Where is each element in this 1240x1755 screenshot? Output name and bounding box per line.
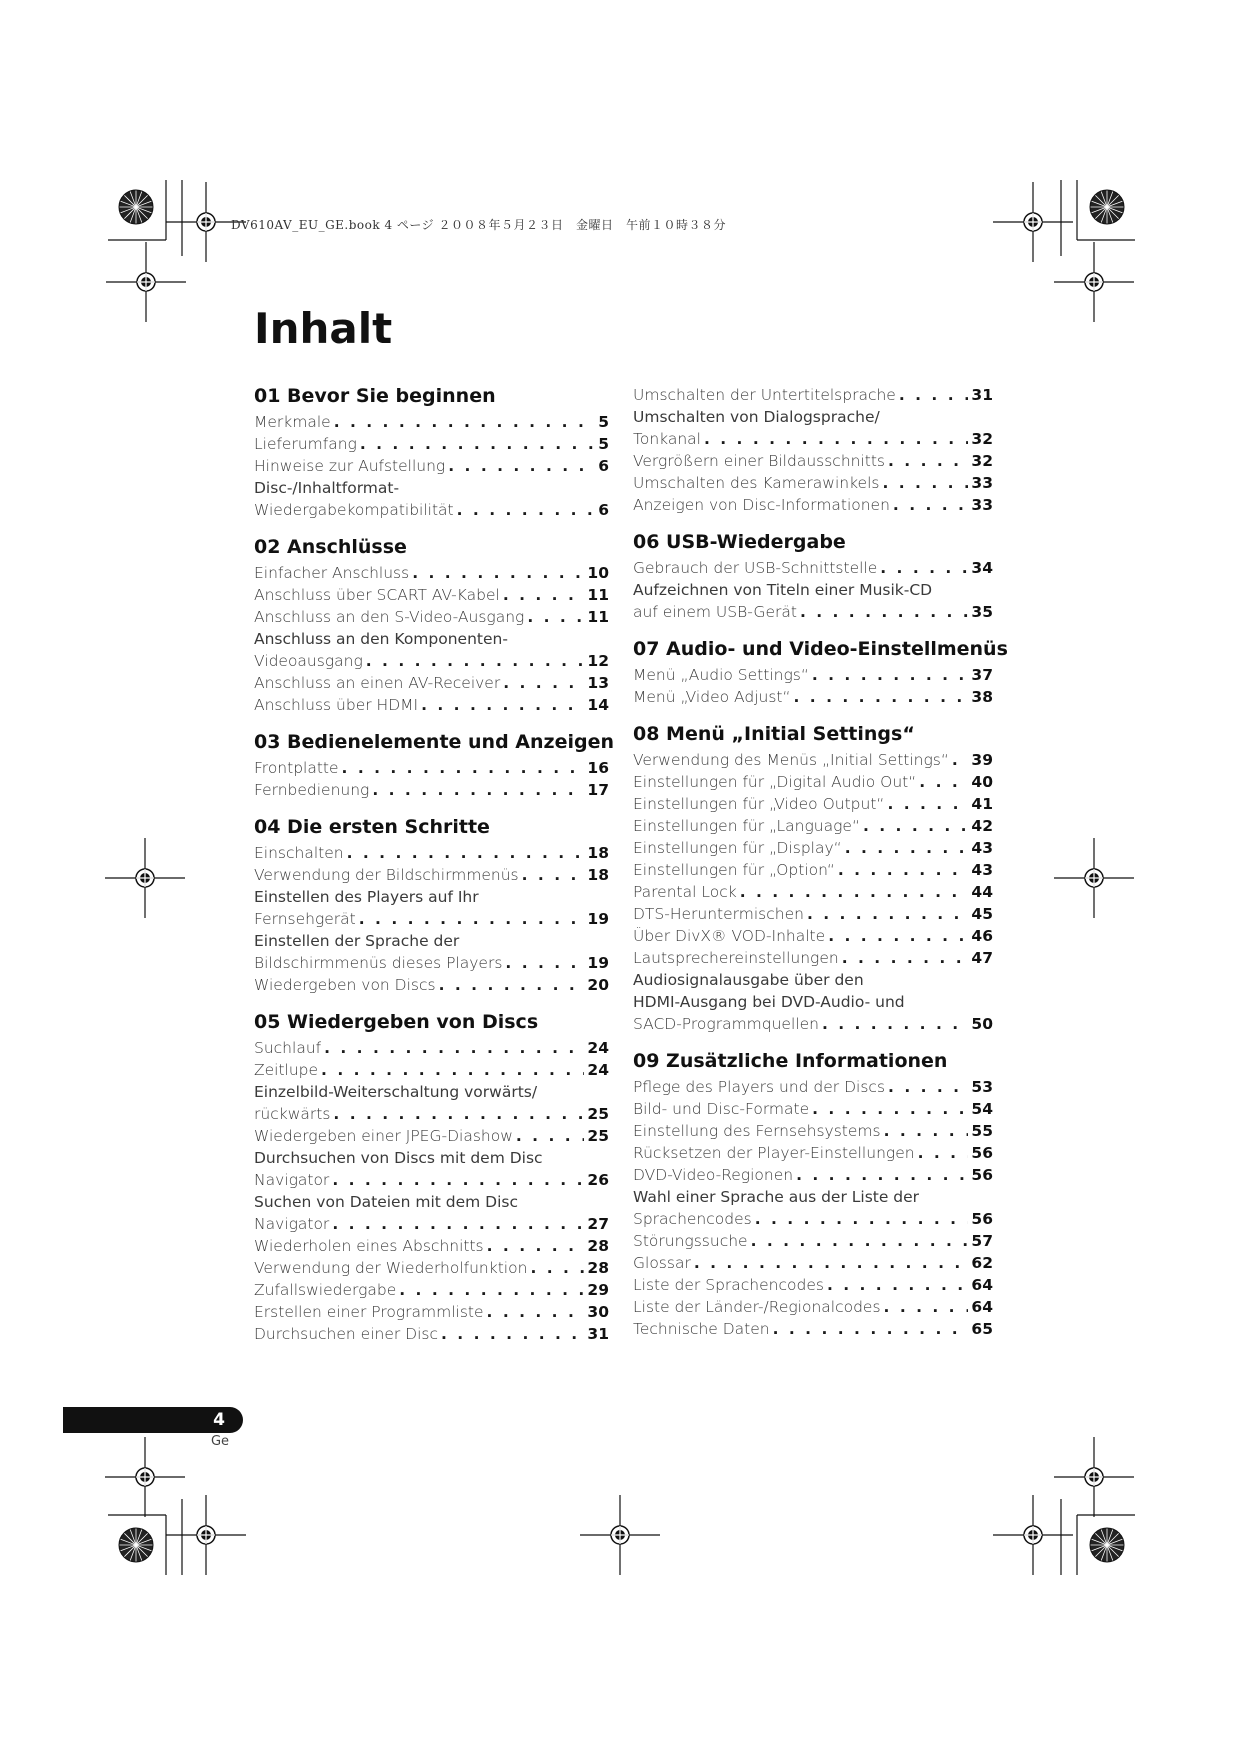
dot-leader: [359, 908, 585, 930]
toc-entry-label: Vergrößern einer Bildausschnitts: [633, 452, 886, 470]
toc-entry-page: 38: [971, 688, 993, 706]
toc-entry-label: auf einem USB-Gerät: [633, 603, 797, 621]
toc-entry-label: Einstellung des Fernsehsystems: [633, 1122, 881, 1140]
toc-entry[interactable]: [633, 1230, 993, 1252]
toc-entry-page: 20: [587, 976, 609, 994]
crosshair-mark-icon: [580, 1495, 660, 1575]
toc-entry-page: 13: [587, 674, 609, 692]
toc-entry[interactable]: [633, 793, 993, 815]
dot-leader: [880, 557, 968, 579]
toc-entry[interactable]: [254, 1279, 609, 1301]
toc-entry-label: Wiedergeben von Discs: [254, 976, 436, 994]
dot-leader: [822, 1013, 968, 1035]
toc-entry-page: 25: [587, 1105, 609, 1123]
toc-entry-label: Gebrauch der USB-Schnittstelle: [633, 559, 878, 577]
toc-entry-page: 40: [971, 773, 993, 791]
crosshair-mark-icon: [1054, 242, 1134, 322]
dot-leader: [448, 455, 595, 477]
crosshair-mark-icon: [1054, 1437, 1134, 1517]
starburst-mark-icon: [119, 1528, 153, 1562]
dot-leader: [439, 974, 585, 996]
toc-entry-page: 19: [587, 910, 609, 928]
dot-leader: [505, 952, 584, 974]
crosshair-mark-icon: [1054, 838, 1134, 918]
toc-entry-page: 31: [587, 1325, 609, 1343]
toc-section: [254, 1010, 609, 1345]
toc-entry[interactable]: [633, 1164, 993, 1186]
dot-leader: [516, 1125, 585, 1147]
dot-leader: [704, 428, 968, 450]
toc-entry-label: Zufallswiedergabe: [254, 1281, 397, 1299]
toc-entry-page: 28: [587, 1259, 609, 1277]
dot-leader: [503, 584, 585, 606]
dot-leader: [372, 779, 584, 801]
toc-entry-label: Hinweise zur Aufstellung: [254, 457, 446, 475]
toc-entry-label: Glossar: [633, 1254, 691, 1272]
toc-entry-page: 62: [971, 1254, 993, 1272]
toc-entry-label: Umschalten der Untertitelsprache: [633, 386, 896, 404]
toc-entry-page: 26: [587, 1171, 609, 1189]
dot-leader: [324, 1037, 584, 1059]
toc-entry-label: Parental Lock: [633, 883, 737, 901]
toc-entry-page: 56: [971, 1166, 993, 1184]
toc-entry-page: 19: [587, 954, 609, 972]
toc-entry[interactable]: [254, 1213, 609, 1235]
section-title: 06 USB-Wiedergabe: [633, 531, 846, 553]
toc-entry[interactable]: [633, 1120, 993, 1142]
section-title: 08 Menü „Initial Settings“: [633, 723, 915, 745]
dot-leader: [919, 771, 968, 793]
dot-leader: [334, 411, 596, 433]
dot-leader: [918, 1142, 969, 1164]
toc-entry-page: 50: [971, 1015, 993, 1033]
toc-entry-label: Pflege des Players und der Discs: [633, 1078, 886, 1096]
toc-section: [633, 637, 1008, 708]
toc-entry[interactable]: [254, 1169, 609, 1191]
toc-entry[interactable]: [633, 664, 993, 686]
toc-entry-line: Umschalten von Dialogsprache/: [633, 408, 880, 426]
toc-entry[interactable]: [254, 864, 609, 886]
toc-entry-page: 33: [971, 474, 993, 492]
section-title: 04 Die ersten Schritte: [254, 816, 490, 838]
toc-entry[interactable]: [254, 974, 609, 996]
toc-entry-page: 43: [971, 861, 993, 879]
dot-leader: [794, 686, 969, 708]
toc-entry[interactable]: [254, 779, 609, 801]
dot-leader: [893, 494, 969, 516]
dot-leader: [487, 1301, 585, 1323]
toc-entry[interactable]: [254, 1301, 609, 1323]
toc-section: [633, 384, 993, 516]
toc-entry-page: 12: [587, 652, 609, 670]
toc-entry-page: 31: [971, 386, 993, 404]
toc-entry-label: Liste der Länder-/Regionalcodes: [633, 1298, 881, 1316]
toc-entry-page: 46: [971, 927, 993, 945]
toc-section: [254, 535, 609, 716]
toc-entry[interactable]: [254, 1059, 609, 1081]
dot-leader: [421, 694, 584, 716]
section-title: 03 Bedienelemente und Anzeigen: [254, 731, 614, 753]
toc-entry-page: 34: [971, 559, 993, 577]
dot-leader: [332, 1213, 584, 1235]
toc-entry-label: Anschluss über HDMI: [254, 696, 419, 714]
toc-entry-label: DTS-Heruntermischen: [633, 905, 804, 923]
toc-section: [633, 722, 993, 1035]
dot-leader: [527, 606, 584, 628]
dot-leader: [694, 1252, 969, 1274]
toc-entry-line: Einstellen der Sprache der: [254, 932, 460, 950]
dot-leader: [888, 450, 968, 472]
toc-entry[interactable]: [633, 601, 993, 623]
dot-leader: [441, 1323, 584, 1345]
crosshair-mark-icon: [105, 838, 185, 918]
toc-entry-label: Bildschirmmenüs dieses Players: [254, 954, 503, 972]
toc-entry-label: Umschalten des Kamerawinkels: [633, 474, 880, 492]
toc-entry[interactable]: [254, 562, 609, 584]
toc-entry[interactable]: [633, 1142, 993, 1164]
toc-entry[interactable]: [633, 749, 993, 771]
toc-entry-page: 32: [971, 452, 993, 470]
toc-entry[interactable]: [254, 842, 609, 864]
toc-entry-label: Suchlauf: [254, 1039, 322, 1057]
toc-entry-label: Bild- und Disc-Formate: [633, 1100, 810, 1118]
starburst-mark-icon: [1090, 1528, 1124, 1562]
dot-leader: [827, 1274, 968, 1296]
toc-entry[interactable]: [633, 947, 993, 969]
toc-entry[interactable]: [633, 815, 993, 837]
toc-entry-page: 5: [598, 435, 609, 453]
toc-entry[interactable]: [254, 908, 609, 930]
dot-leader: [842, 947, 969, 969]
toc-entry-page: 64: [971, 1298, 993, 1316]
toc-entry-page: 56: [971, 1144, 993, 1162]
toc-entry-line: Audiosignalausgabe über den: [633, 971, 864, 989]
toc-entry[interactable]: [254, 757, 609, 779]
toc-entry[interactable]: [633, 557, 993, 579]
dot-leader: [755, 1208, 969, 1230]
dot-leader: [342, 757, 585, 779]
toc-entry-label: Frontplatte: [254, 759, 339, 777]
toc-entry-page: 24: [587, 1039, 609, 1057]
toc-entry-label: Einstellungen für „Option“: [633, 861, 835, 879]
crosshair-mark-icon: [166, 1495, 246, 1575]
toc-entry-label: Anschluss an einen AV-Receiver: [254, 674, 501, 692]
toc-column-right: [633, 384, 1008, 1354]
toc-entry-label: Über DivX® VOD-Inhalte: [633, 927, 826, 945]
toc-entry-label: Merkmale: [254, 413, 331, 431]
toc-entry-page: 11: [587, 608, 609, 626]
toc-entry[interactable]: [633, 472, 993, 494]
toc-section: [633, 530, 993, 623]
toc-entry[interactable]: [633, 1013, 993, 1035]
dot-leader: [399, 1279, 584, 1301]
toc-entry-page: 10: [587, 564, 609, 582]
dot-leader: [807, 903, 968, 925]
toc-entry-page: 65: [971, 1320, 993, 1338]
dot-leader: [321, 1059, 584, 1081]
toc-entry[interactable]: [633, 1252, 993, 1274]
dot-leader: [332, 1169, 584, 1191]
toc-entry[interactable]: [254, 1037, 609, 1059]
dot-leader: [333, 1103, 584, 1125]
toc-section: [254, 384, 609, 521]
toc-section: [254, 730, 614, 801]
toc-section: [633, 1049, 993, 1340]
dot-leader: [812, 664, 969, 686]
dot-leader: [845, 837, 969, 859]
toc-column-left: [254, 384, 614, 1359]
dot-leader: [360, 433, 595, 455]
dot-leader: [773, 1318, 969, 1340]
dot-leader: [751, 1230, 969, 1252]
toc-entry-line: Aufzeichnen von Titeln einer Musik-CD: [633, 581, 933, 599]
toc-entry[interactable]: [633, 1296, 993, 1318]
toc-entry[interactable]: [633, 859, 993, 881]
toc-entry[interactable]: [254, 672, 609, 694]
toc-entry-line: Einzelbild-Weiterschaltung vorwärts/: [254, 1083, 538, 1101]
toc-entry[interactable]: [254, 952, 609, 974]
dot-leader: [487, 1235, 585, 1257]
dot-leader: [796, 1164, 968, 1186]
dot-leader: [366, 650, 585, 672]
toc-entry-page: 42: [971, 817, 993, 835]
section-title: 07 Audio- und Video-Einstellmenüs: [633, 638, 1008, 660]
toc-entry-page: 56: [971, 1210, 993, 1228]
page-title: Inhalt: [254, 304, 393, 353]
toc-entry-page: 28: [587, 1237, 609, 1255]
dot-leader: [530, 1257, 584, 1279]
section-title: 02 Anschlüsse: [254, 536, 407, 558]
toc-entry-line: Disc-/Inhaltformat-: [254, 479, 400, 497]
toc-entry[interactable]: [254, 1235, 609, 1257]
toc-entry[interactable]: [633, 925, 993, 947]
dot-leader: [888, 1076, 968, 1098]
toc-entry-label: Navigator: [254, 1215, 330, 1233]
dot-leader: [899, 384, 969, 406]
toc-entry-page: 41: [971, 795, 993, 813]
toc-entry-label: Wiederholen eines Abschnitts: [254, 1237, 484, 1255]
dot-leader: [884, 1296, 969, 1318]
toc-entry-label: Anschluss über SCART AV-Kabel: [254, 586, 500, 604]
toc-entry-page: 33: [971, 496, 993, 514]
toc-entry-page: 57: [971, 1232, 993, 1250]
starburst-mark-icon: [1090, 190, 1124, 224]
toc-entry-page: 16: [587, 759, 609, 777]
crosshair-mark-icon: [106, 242, 186, 322]
toc-entry-line: Wahl einer Sprache aus der Liste der: [633, 1188, 920, 1206]
toc-entry-label: Anzeigen von Disc-Informationen: [633, 496, 890, 514]
dot-leader: [800, 601, 968, 623]
section-title: 09 Zusätzliche Informationen: [633, 1050, 948, 1072]
toc-entry-line: Anschluss an den Komponenten-: [254, 630, 508, 648]
toc-entry[interactable]: [254, 433, 609, 455]
toc-entry[interactable]: [254, 455, 609, 477]
toc-entry-page: 27: [587, 1215, 609, 1233]
toc-entry-line: Suchen von Dateien mit dem Disc: [254, 1193, 518, 1211]
toc-entry-label: Verwendung der Bildschirmmenüs: [254, 866, 519, 884]
toc-entry-page: 44: [971, 883, 993, 901]
toc-entry-page: 6: [598, 457, 609, 475]
toc-entry-page: 32: [971, 430, 993, 448]
dot-leader: [838, 859, 969, 881]
toc-entry-page: 25: [587, 1127, 609, 1145]
toc-entry-page: 18: [587, 866, 609, 884]
dot-leader: [740, 881, 969, 903]
toc-entry[interactable]: [633, 1274, 993, 1296]
dot-leader: [887, 793, 968, 815]
toc-entry-page: 14: [587, 696, 609, 714]
toc-entry-line: HDMI-Ausgang bei DVD-Audio- und: [633, 993, 905, 1011]
toc-entry[interactable]: [633, 428, 993, 450]
toc-entry-label: Menü „Video Adjust“: [633, 688, 791, 706]
toc-entry-page: 45: [971, 905, 993, 923]
toc-entry-label: Navigator: [254, 1171, 330, 1189]
toc-entry[interactable]: [633, 881, 993, 903]
toc-entry-label: SACD-Programmquellen: [633, 1015, 819, 1033]
toc-entry[interactable]: [254, 1125, 609, 1147]
toc-entry[interactable]: [254, 650, 609, 672]
toc-entry[interactable]: [633, 771, 993, 793]
starburst-mark-icon: [119, 190, 153, 224]
toc-entry-page: 53: [971, 1078, 993, 1096]
toc-entry[interactable]: [633, 837, 993, 859]
toc-entry-label: Fernbedienung: [254, 781, 370, 799]
toc-entry-page: 55: [971, 1122, 993, 1140]
toc-entry-label: Zeitlupe: [254, 1061, 319, 1079]
toc-entry-page: 54: [971, 1100, 993, 1118]
toc-entry-label: Menü „Audio Settings“: [633, 666, 809, 684]
dot-leader: [952, 749, 969, 771]
toc-entry-label: Erstellen einer Programmliste: [254, 1303, 484, 1321]
toc-entry-label: Einfacher Anschluss: [254, 564, 410, 582]
toc-entry-label: Videoausgang: [254, 652, 363, 670]
toc-entry-page: 6: [598, 501, 609, 519]
crosshair-mark-icon: [105, 1437, 185, 1517]
toc-entry[interactable]: [633, 1208, 993, 1230]
toc-entry-label: Störungssuche: [633, 1232, 748, 1250]
toc-entry[interactable]: [633, 384, 993, 406]
section-title: 01 Bevor Sie beginnen: [254, 385, 496, 407]
toc-entry-label: Verwendung des Menüs „Initial Settings“: [633, 751, 949, 769]
toc-entry-label: DVD-Video-Regionen: [633, 1166, 794, 1184]
dot-leader: [812, 1098, 968, 1120]
toc-entry[interactable]: [633, 494, 993, 516]
dot-leader: [347, 842, 585, 864]
toc-entry[interactable]: [633, 1076, 993, 1098]
toc-entry[interactable]: [254, 606, 609, 628]
dot-leader: [503, 672, 584, 694]
language-code: Ge: [210, 1434, 230, 1449]
toc-entry-page: 30: [587, 1303, 609, 1321]
toc-entry-label: Einstellungen für „Language“: [633, 817, 860, 835]
toc-entry-label: rückwärts: [254, 1105, 331, 1123]
toc-entry[interactable]: [633, 1098, 993, 1120]
toc-entry-label: Verwendung der Wiederholfunktion: [254, 1259, 528, 1277]
dot-leader: [457, 499, 596, 521]
toc-entry-label: Einstellungen für „Display“: [633, 839, 842, 857]
toc-entry-page: 18: [587, 844, 609, 862]
toc-entry[interactable]: [633, 1318, 993, 1340]
toc-entry-line: Durchsuchen von Discs mit dem Disc: [254, 1149, 543, 1167]
toc-entry-page: 24: [587, 1061, 609, 1079]
toc-entry-line: Einstellen des Players auf Ihr: [254, 888, 479, 906]
toc-entry-label: Einschalten: [254, 844, 344, 862]
toc-entry-label: Durchsuchen einer Disc: [254, 1325, 439, 1343]
section-title: 05 Wiedergeben von Discs: [254, 1011, 539, 1033]
toc-entry[interactable]: [254, 499, 609, 521]
toc-entry-label: Einstellungen für „Video Output“: [633, 795, 885, 813]
toc-entry-page: 64: [971, 1276, 993, 1294]
toc-entry-label: Liste der Sprachencodes: [633, 1276, 824, 1294]
toc-entry[interactable]: [633, 450, 993, 472]
page-number: 4: [213, 1410, 225, 1430]
toc-entry-page: 17: [587, 781, 609, 799]
toc-entry-page: 37: [971, 666, 993, 684]
dot-leader: [522, 864, 585, 886]
toc-entry-label: Wiedergeben einer JPEG-Diashow: [254, 1127, 513, 1145]
dot-leader: [828, 925, 968, 947]
toc-entry[interactable]: [633, 903, 993, 925]
toc-entry-page: 39: [971, 751, 993, 769]
toc-entry[interactable]: [254, 694, 609, 716]
dot-leader: [882, 472, 968, 494]
toc-entry-label: Einstellungen für „Digital Audio Out“: [633, 773, 917, 791]
toc-entry[interactable]: [254, 411, 609, 433]
toc-entry-page: 11: [587, 586, 609, 604]
toc-entry-label: Wiedergabekompatibilität: [254, 501, 454, 519]
toc-entry[interactable]: [254, 1257, 609, 1279]
print-info-line: DV610AV_EU_GE.book 4 ページ ２００８年５月２３日 金曜日 午前１０時３８分: [231, 218, 726, 232]
toc-entry-page: 43: [971, 839, 993, 857]
toc-entry-page: 47: [971, 949, 993, 967]
toc-entry[interactable]: [254, 1103, 609, 1125]
dot-leader: [884, 1120, 969, 1142]
toc-entry[interactable]: [633, 686, 993, 708]
toc-section: [254, 815, 609, 996]
toc-entry-label: Technische Daten: [633, 1320, 770, 1338]
toc-entry[interactable]: [254, 1323, 609, 1345]
toc-entry-label: Sprachencodes: [633, 1210, 752, 1228]
toc-entry-page: 35: [971, 603, 993, 621]
toc-entry-page: 5: [598, 413, 609, 431]
toc-entry-label: Anschluss an den S-Video-Ausgang: [254, 608, 525, 626]
toc-entry-label: Tonkanal: [633, 430, 701, 448]
toc-entry-label: Lautsprechereinstellungen: [633, 949, 839, 967]
dot-leader: [412, 562, 584, 584]
toc-entry-page: 29: [587, 1281, 609, 1299]
toc-entry-label: Fernsehgerät: [254, 910, 356, 928]
toc-entry-label: Lieferumfang: [254, 435, 357, 453]
toc-entry-label: Rücksetzen der Player-Einstellungen: [633, 1144, 915, 1162]
toc-entry[interactable]: [254, 584, 609, 606]
dot-leader: [863, 815, 968, 837]
